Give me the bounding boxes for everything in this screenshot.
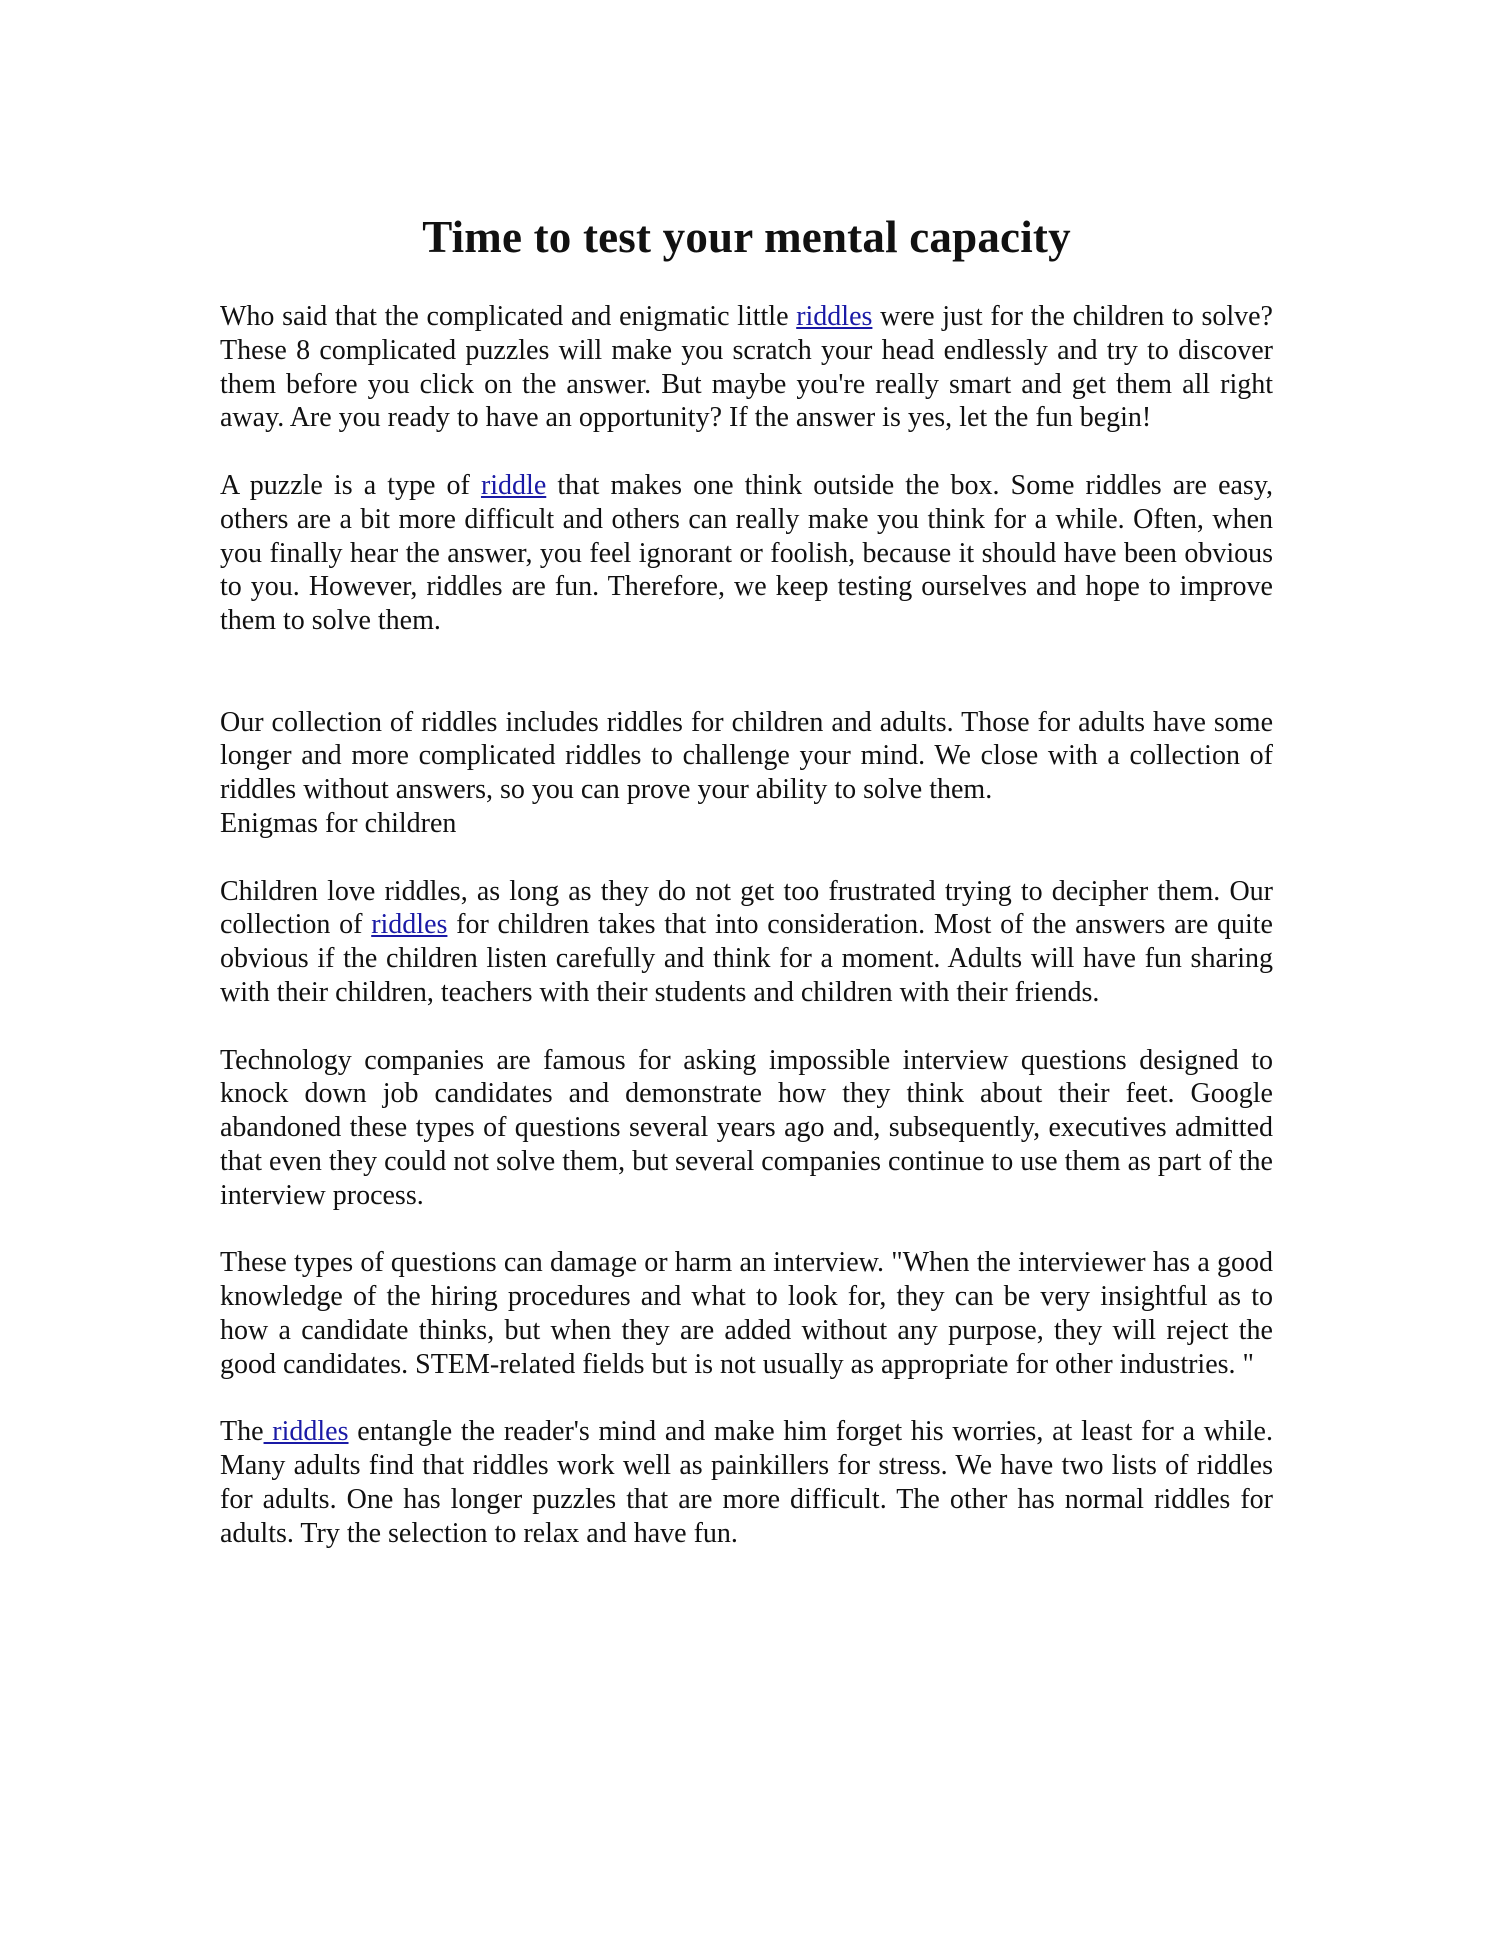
paragraph-children bbox=[220, 875, 1273, 1010]
paragraph-adult-text-start: The bbox=[220, 1416, 264, 1448]
paragraph-puzzle-definition bbox=[220, 469, 1273, 638]
paragraph-puzzle-text-end: that makes one think outside the box. Some riddles are easy, others are a bit more difficult and others can really make you think for a while. Often, when you finally hear the answer, you feel ignorant or foolish, because it should have been obvious to you. However, riddles are fun. Therefore, we keep testing ourselves and hope to improve them to solve them. bbox=[220, 469, 1274, 637]
paragraph-puzzle-text-start: A puzzle is a type of bbox=[220, 469, 481, 501]
paragraph-adult-text-end: entangle the reader's mind and make him forget his worries, at least for a while. Many adults find that riddles work well as painkillers for stress. We have two lists of riddles for adults. One has longer puzzles that are more difficult. The other has normal riddles for adults. Try the selection to relax and have fun. bbox=[220, 1416, 1273, 1549]
paragraph-intro-text-end: were just for the children to solve? These 8 complicated puzzles will make you scratch your head endlessly and try to discover them before you click on the answer. But maybe you're really smart and get them all right away. Are you ready to have an opportunity? If the answer is yes, let the fun begin! bbox=[220, 301, 1273, 434]
paragraph-children-text-start: Children love riddles, as long as they do not get too frustrated trying to decipher them. Our collection of bbox=[220, 875, 1273, 941]
riddles-link-adults[interactable]: riddles bbox=[263, 1416, 349, 1448]
riddle-link[interactable]: riddle bbox=[480, 469, 547, 501]
riddles-link-intro[interactable]: riddles bbox=[796, 301, 873, 332]
riddles-link-children[interactable]: riddles bbox=[371, 909, 448, 941]
paragraph-children-text-end: for children takes that into consideration. Most of the answers are quite obvious if the children listen carefully and think for a moment. Adults will have fun sharing with their children, teachers with their students and children with their friends. bbox=[220, 909, 1273, 1008]
paragraph-technology-companies: Technology companies are famous for asking impossible interview questions designed to knock down job candidates and demonstrate how they think about their feet. Google abandoned these types of questions several years ago and, subsequently, executives admitted that even they could not solve them, but several companies continue to use them as part of the interview process. bbox=[220, 1044, 1273, 1211]
paragraph-intro-text-start: Who said that the complicated and enigmatic little bbox=[220, 301, 797, 332]
paragraph-intro bbox=[220, 300, 1273, 435]
subheading-enigmas-for-children: Enigmas for children bbox=[220, 807, 457, 839]
paragraph-adult-riddles bbox=[220, 1415, 1273, 1550]
document-page bbox=[220, 205, 1273, 1550]
paragraph-collection: Our collection of riddles includes riddles for children and adults. Those for adults have some longer and more complicated riddles to challenge your mind. We close with a collection of riddles without answers, so you can prove your ability to solve them. bbox=[220, 706, 1273, 806]
paragraph-interview-questions: These types of questions can damage or harm an interview. "When the interviewer has a good knowledge of the hiring procedures and what to look for, they can be very insightful as to how a candidate thinks, but when they are added without any purpose, they will reject the good candidates. STEM-related fields but is not usually as appropriate for other industries. " bbox=[220, 1247, 1273, 1380]
document-title: Time to test your mental capacity bbox=[422, 212, 1071, 262]
